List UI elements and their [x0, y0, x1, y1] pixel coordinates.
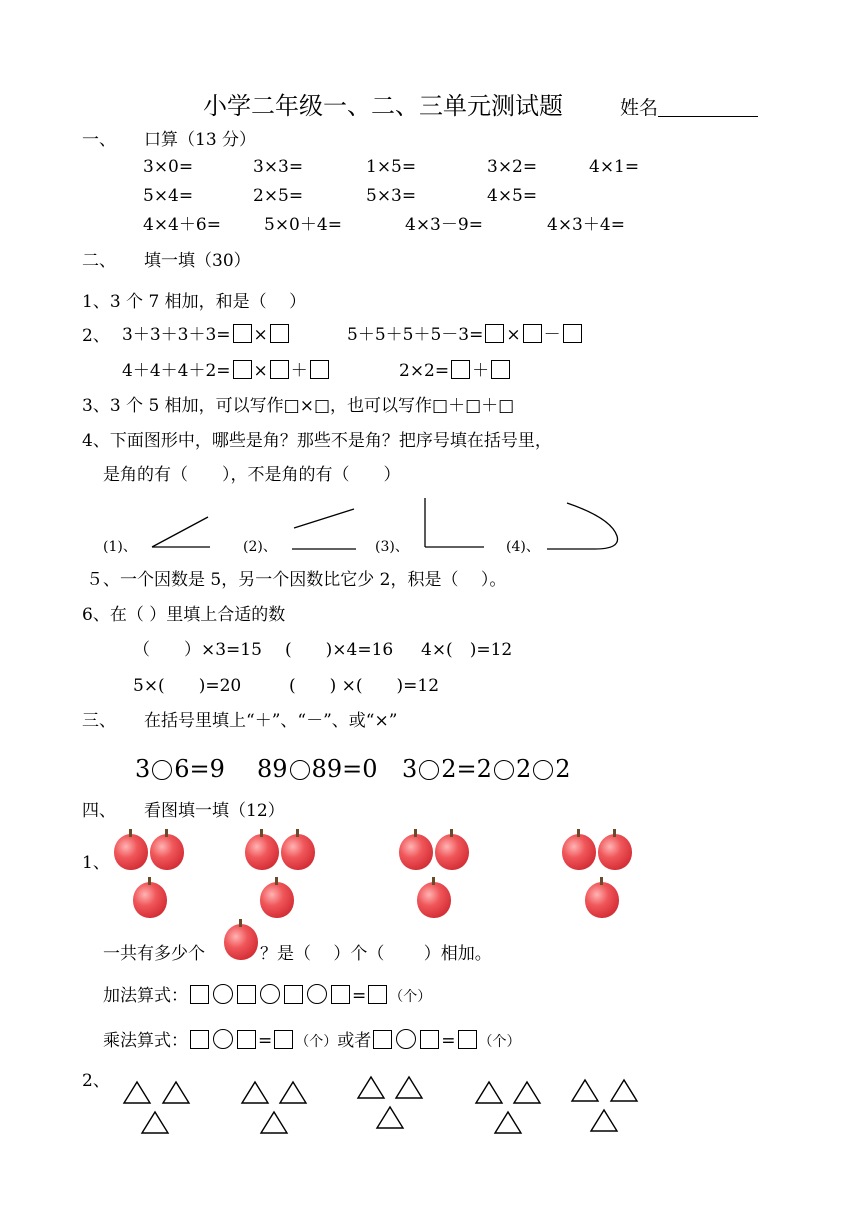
fill-item: ( )×4=16	[285, 640, 394, 660]
figure-3-right-angle	[422, 496, 486, 552]
expr: 5＋5＋5＋5－3=	[347, 325, 484, 345]
triangle-groups	[118, 1072, 678, 1138]
operator-equation-1	[135, 755, 225, 783]
answer-box[interactable]	[331, 985, 350, 1004]
figure-label: (3)、	[375, 539, 409, 555]
calc-item: 4×1=	[589, 157, 640, 177]
calc-item: 4×4＋6=	[143, 215, 221, 235]
question-2-2-b	[347, 324, 584, 345]
question-2-2-d	[399, 360, 512, 381]
expr: 3＋3＋3＋3=	[122, 325, 231, 345]
figure-2-lines	[290, 506, 358, 552]
answer-box[interactable]	[274, 1030, 293, 1049]
op: ×	[253, 325, 268, 345]
operand: 89	[257, 755, 288, 783]
expr: 4＋4＋4＋2=	[122, 361, 231, 381]
calc-item: 4×5=	[487, 186, 538, 206]
answer-box[interactable]	[190, 1030, 209, 1049]
operand: 2	[515, 755, 532, 783]
section-1-heading: 口算（13 分）	[144, 130, 257, 150]
question-2-2-label: 2、	[82, 326, 110, 346]
expr: 2×2=	[399, 361, 450, 381]
answer-box[interactable]	[233, 324, 252, 343]
calc-item: 5×3=	[366, 186, 417, 206]
op: ＋	[290, 361, 308, 381]
question-2-2-a	[122, 324, 291, 345]
answer-box[interactable]	[237, 1030, 256, 1049]
unit-label: （个）	[478, 1034, 521, 1050]
operand: 3	[135, 755, 151, 783]
question-4-1-label: 1、	[82, 853, 110, 873]
apple-image	[417, 882, 451, 918]
calc-item: 5×4=	[143, 186, 194, 206]
apple-image	[562, 834, 596, 870]
unit-label: （个）	[295, 1034, 338, 1050]
triangle-icon	[358, 1077, 384, 1098]
triangle-icon	[611, 1080, 637, 1101]
multiplication-label: 乘法算式：	[103, 1031, 188, 1051]
apple-image	[245, 834, 279, 870]
triangle-icon	[476, 1082, 502, 1103]
operator-circle[interactable]	[494, 760, 514, 780]
operand: 89=0	[311, 755, 378, 783]
answer-box[interactable]	[310, 360, 329, 379]
answer-box[interactable]	[485, 324, 504, 343]
operator-circle[interactable]	[213, 1029, 233, 1049]
operator-circle[interactable]	[419, 760, 439, 780]
answer-box[interactable]	[451, 360, 470, 379]
equals: =	[441, 1031, 456, 1051]
answer-box[interactable]	[458, 1030, 477, 1049]
section-1-number: 一、	[82, 130, 116, 150]
answer-box[interactable]	[233, 360, 252, 379]
op: ＋	[472, 361, 490, 381]
figure-4-curve	[545, 500, 625, 554]
triangle-icon	[396, 1077, 422, 1098]
apple-image	[585, 882, 619, 918]
section-4-number: 四、	[82, 801, 116, 821]
op: ×	[253, 361, 268, 381]
apple-image	[598, 834, 632, 870]
triangle-icon	[280, 1082, 306, 1103]
equals: =	[352, 986, 367, 1006]
question-2-1: 1、3 个 7 相加，和是（ ）	[82, 292, 307, 312]
page-title: 小学二年级一、二、三单元测试题	[203, 92, 563, 120]
operand: 2	[555, 755, 571, 783]
calc-item: 4×3＋4=	[547, 215, 625, 235]
operator-circle[interactable]	[290, 760, 310, 780]
question-2-6: 6、在（ ）里填上合适的数	[82, 605, 286, 625]
question-2-5: ５、一个因数是 5，另一个因数比它少 2，积是（ ）。	[86, 570, 507, 590]
operator-circle[interactable]	[533, 760, 553, 780]
apple-image	[399, 834, 433, 870]
answer-box[interactable]	[270, 360, 289, 379]
answer-box[interactable]	[491, 360, 510, 379]
operator-equation-2	[257, 755, 377, 783]
operand: 6=9	[174, 755, 225, 783]
answer-box[interactable]	[523, 324, 542, 343]
figure-label: (2)、	[243, 539, 277, 555]
answer-box[interactable]	[563, 324, 582, 343]
operator-circle[interactable]	[396, 1029, 416, 1049]
answer-box[interactable]	[420, 1030, 439, 1049]
apple-image	[281, 834, 315, 870]
equals: =	[258, 1031, 273, 1051]
answer-box[interactable]	[368, 985, 387, 1004]
question-2-2-c	[122, 360, 331, 381]
calc-item: 3×0=	[143, 157, 194, 177]
answer-box[interactable]	[190, 985, 209, 1004]
operator-circle[interactable]	[152, 760, 172, 780]
triangle-icon	[261, 1112, 287, 1133]
section-3-number: 三、	[82, 711, 116, 731]
triangle-icon	[495, 1112, 521, 1133]
apple-image	[133, 882, 167, 918]
op: －	[543, 325, 561, 345]
answer-box[interactable]	[270, 324, 289, 343]
calc-item: 3×3=	[253, 157, 304, 177]
section-2-heading: 填一填（30）	[144, 251, 251, 271]
question-2-4-answer: 是角的有（ ），不是角的有（ ）	[103, 465, 401, 485]
apple-image	[150, 834, 184, 870]
fill-item: 4×( )=12	[421, 640, 513, 660]
triangle-icon	[242, 1082, 268, 1103]
triangle-icon	[142, 1112, 168, 1133]
calc-item: 5×0＋4=	[264, 215, 342, 235]
op: ×	[506, 325, 521, 345]
operator-circle[interactable]	[213, 984, 233, 1004]
question-4-2-label: 2、	[82, 1071, 110, 1091]
calc-item: 2×5=	[253, 186, 304, 206]
section-3-heading: 在括号里填上“＋”、“－”、或“×”	[144, 711, 398, 731]
calc-item: 3×2=	[487, 157, 538, 177]
answer-box[interactable]	[284, 985, 303, 1004]
apple-image	[260, 882, 294, 918]
name-blank[interactable]	[658, 98, 758, 117]
triangle-icon	[124, 1082, 150, 1103]
calc-item: 4×3－9=	[405, 215, 483, 235]
fill-item: ( ) ×( )=12	[289, 676, 440, 696]
triangle-icon	[572, 1080, 598, 1101]
triangle-icon	[514, 1082, 540, 1103]
figure-label: (4)、	[506, 539, 540, 555]
operator-circle[interactable]	[260, 984, 280, 1004]
triangle-icon	[591, 1110, 617, 1131]
operator-equation-3	[402, 755, 571, 783]
section-4-heading: 看图填一填（12）	[144, 801, 285, 821]
answer-box[interactable]	[237, 985, 256, 1004]
operator-circle[interactable]	[307, 984, 327, 1004]
addition-row	[103, 984, 431, 1007]
fill-item: （ ）×3=15	[133, 640, 262, 660]
or-label: 或者	[337, 1031, 372, 1051]
name-label	[620, 98, 758, 118]
name-label-text: 姓名	[620, 97, 659, 119]
operand: 3	[402, 755, 418, 783]
triangle-icon	[377, 1107, 403, 1128]
question-4-1-ask-a: 一共有多少个	[103, 944, 205, 964]
apple-image	[114, 834, 148, 870]
question-2-3: 3、3 个 5 相加，可以写作□×□，也可以写作□＋□＋□	[82, 396, 515, 416]
answer-box[interactable]	[373, 1030, 392, 1049]
question-4-1-ask-b: ？是（ ）个（ ）相加。	[260, 944, 492, 964]
figure-1-angle	[150, 514, 214, 552]
calc-item: 1×5=	[366, 157, 417, 177]
question-2-4: 4、下面图形中，哪些是角？那些不是角？把序号填在括号里，	[82, 431, 552, 451]
operand: 2=2	[441, 755, 492, 783]
fill-item: 5×( )=20	[133, 676, 242, 696]
section-2-number: 二、	[82, 251, 116, 271]
addition-label: 加法算式：	[103, 986, 188, 1006]
apple-image	[224, 924, 258, 960]
figure-label: (1)、	[103, 539, 137, 555]
triangle-icon	[163, 1082, 189, 1103]
apple-image	[435, 834, 469, 870]
unit-label: （个）	[389, 989, 432, 1005]
multiplication-row	[103, 1029, 521, 1052]
